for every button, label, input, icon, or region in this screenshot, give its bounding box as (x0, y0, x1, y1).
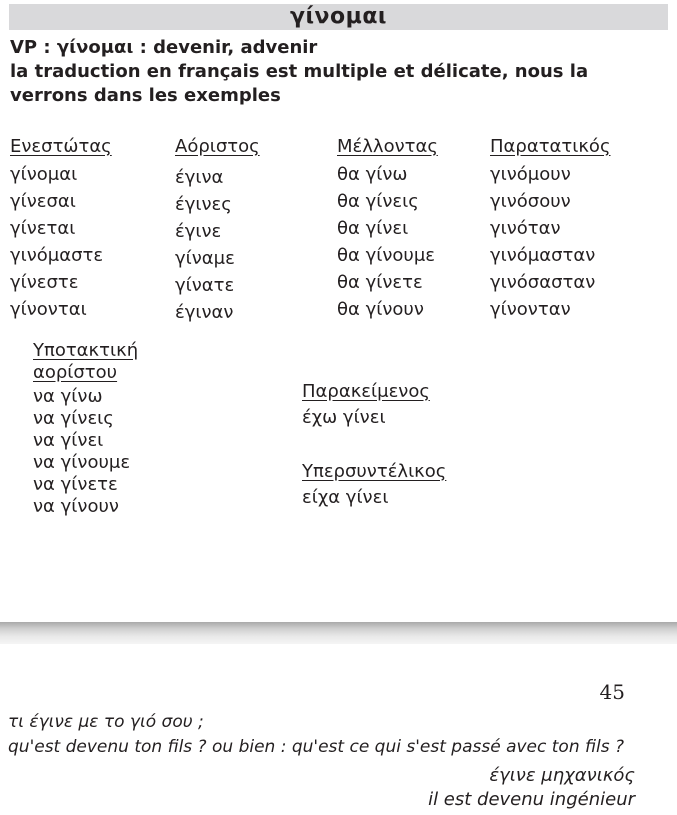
example-french-answer: il est devenu ingénieur (428, 789, 635, 810)
verb-form: γίνονται (10, 299, 87, 320)
intro-line-3: verrons dans les exemples (10, 85, 281, 106)
verb-form: γίνεται (10, 218, 76, 239)
verb-form: έχω γίνει (302, 407, 386, 428)
tense-column-imperfect (490, 136, 611, 323)
example-greek-question: τι έγινε με το γιό σου ; (8, 712, 204, 732)
example-answer-block (135, 764, 635, 812)
verb-form: να γίνω (33, 386, 103, 407)
verb-form-list (175, 164, 260, 326)
verb-form: έγινε (175, 221, 222, 242)
subjunctive-aorist-block (33, 340, 138, 518)
verb-form-list (10, 161, 112, 323)
verb-form: γινόμασταν (490, 245, 596, 266)
verb-form: γινόσουν (490, 191, 571, 212)
tense-column-present (10, 136, 112, 323)
perfect-header: Παρακείμενος (302, 381, 430, 402)
verb-form: θα γίνουμε (337, 245, 436, 266)
verb-form: γίνατε (175, 275, 235, 296)
pluperfect-block (302, 461, 446, 510)
section-separator-bar (0, 622, 677, 644)
verb-form: έγινες (175, 194, 232, 215)
pluperfect-header: Υπερσυντέλικος (302, 461, 447, 482)
verb-form: θα γίνετε (337, 272, 423, 293)
tense-column-future (337, 136, 438, 323)
verb-form: θα γίνει (337, 218, 409, 239)
verb-form: είχα γίνει (302, 487, 389, 508)
tense-header: Ενεστώτας (10, 136, 112, 157)
example-greek-answer: έγινε μηχανικός (489, 765, 635, 786)
verb-form: γινόμαστε (10, 245, 104, 266)
verb-form: θα γίνω (337, 164, 408, 185)
verb-form-list (33, 386, 138, 518)
example-question-block (8, 710, 648, 760)
page-number: 45 (599, 680, 625, 704)
intro-line-1: VP : γίνομαι : devenir, advenir (10, 37, 318, 58)
tense-header: Παρατατικός (490, 136, 611, 157)
verb-form: γίναμε (175, 248, 235, 269)
subjunctive-header-line-1: Υποτακτική (33, 340, 139, 361)
verb-form: να γίνεις (33, 408, 114, 429)
verb-form: να γίνετε (33, 474, 118, 495)
page-title: γίνομαι (289, 4, 388, 29)
page-title-bar (9, 4, 668, 30)
tense-header: Μέλλοντας (337, 136, 438, 157)
tense-header: Αόριστος (175, 136, 260, 157)
verb-form: θα γίνουν (337, 299, 424, 320)
verb-form: γίνομαι (10, 164, 78, 185)
perfect-block (302, 381, 430, 430)
verb-form: γίνεστε (10, 272, 79, 293)
verb-form: γινόσασταν (490, 272, 596, 293)
example-french-question: qu'est devenu ton fils ? ou bien : qu'est ce qui s'est passé avec ton fils ? (8, 737, 624, 757)
verb-form: να γίνει (33, 430, 104, 451)
verb-form: έγιναν (175, 302, 234, 323)
verb-form: θα γίνεις (337, 191, 419, 212)
verb-form-list (490, 161, 611, 323)
intro-line-2: la traduction en français est multiple et délicate, nous la (10, 61, 589, 82)
subjunctive-header-line-2: αορίστου (33, 362, 118, 383)
verb-form: γινόμουν (490, 164, 571, 185)
verb-form-list (337, 161, 438, 323)
verb-form: να γίνουν (33, 496, 119, 517)
verb-form: έγινα (175, 167, 224, 188)
intro-text (10, 36, 660, 108)
verb-form: γινόταν (490, 218, 561, 239)
verb-form: γίνονταν (490, 299, 571, 320)
verb-form: γίνεσαι (10, 191, 76, 212)
verb-form: να γίνουμε (33, 452, 131, 473)
tense-column-aorist (175, 136, 260, 326)
